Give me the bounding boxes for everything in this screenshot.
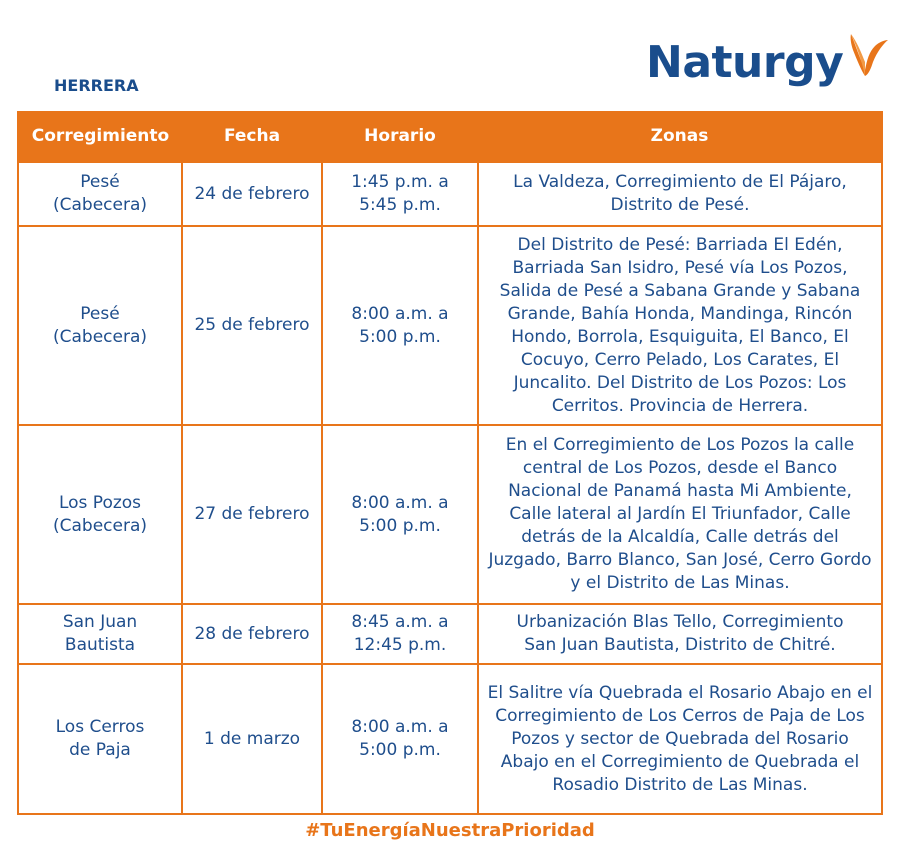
cell-fecha: 24 de febrero [182,162,322,226]
cell-text: Urbanización Blas Tello, Corregimiento San Juan Bautista, Distrito de Chitré. [516,612,844,655]
cell-fecha: 27 de febrero [182,425,322,604]
cell-corregimiento [18,162,182,226]
cell-horario [322,425,478,604]
cell-text: 1:45 p.m. a 5:45 p.m. [351,172,449,215]
cell-text: 8:00 a.m. a 5:00 p.m. [351,717,449,760]
column-header-corregimiento: Corregimiento [18,111,182,162]
cell-zonas [478,226,882,425]
cell-fecha: 28 de febrero [182,604,322,664]
cell-text: Los Pozos (Cabecera) [52,492,147,536]
cell-text: 8:00 a.m. a 5:00 p.m. [351,492,449,536]
cell-text: Pesé (Cabecera) [52,172,147,215]
cell-text: El Salitre vía Quebrada el Rosario Abajo en el Corregimiento de Los Cerros de Paja de Los Pozos y sector de Quebrada del Rosario Abajo en el Corregimiento de Quebrada el Rosadio Distrito de Las Minas. [487,682,873,795]
table-row [18,226,882,425]
table-row [18,664,882,814]
table-row [18,425,882,604]
cell-fecha: 1 de marzo [182,664,322,814]
table-row [18,604,882,664]
cell-corregimiento [18,226,182,425]
cell-horario [322,664,478,814]
campaign-hashtag: #TuEnergíaNuestraPrioridad [305,820,595,841]
table-row [18,162,882,226]
cell-text: Los Cerros de Paja [55,717,145,760]
region-title: HERRERA [54,76,139,95]
cell-text: En el Corregimiento de Los Pozos la calle central de Los Pozos, desde el Banco Nacional de Panamá hasta Mi Ambiente, Calle lateral al Jardín El Triunfador, Calle detrás de la Alcaldía, Calle detrás del Juzgado, Barro Blanco, San José, Cerro Gordo y el Distrito de Las Minas. [488,435,872,593]
cell-zonas [478,425,882,604]
naturgy-logo [646,28,889,98]
cell-horario [322,604,478,664]
cell-zonas [478,162,882,226]
cell-horario [322,226,478,425]
column-header-horario: Horario [322,111,478,162]
schedule-table [17,111,883,815]
cell-text: San Juan Bautista [62,612,138,655]
table-header-row [18,111,882,162]
cell-corregimiento [18,664,182,814]
column-header-fecha: Fecha [182,111,322,162]
cell-fecha: 25 de febrero [182,226,322,425]
cell-zonas [478,664,882,814]
column-header-zonas: Zonas [478,111,882,162]
cell-text: Del Distrito de Pesé: Barriada El Edén, Barriada San Isidro, Pesé vía Los Pozos, Salida de Pesé a Sabana Grande y Sabana Grande, Bahía Honda, Mandinga, Rincón Hondo, Borrola, Esquiguita, El Banco, El Cocuyo, Cerro Pelado, Los Carates, El Juncalito. Del Distrito de Los Pozos: Los Cerritos. Provincia de Herrera. [499,234,861,416]
cell-text: 8:00 a.m. a 5:00 p.m. [351,303,449,347]
cell-zonas [478,604,882,664]
cell-text: La Valdeza, Corregimiento de El Pájaro, Distrito de Pesé. [513,172,847,215]
cell-corregimiento [18,604,182,664]
cell-text: Pesé (Cabecera) [52,303,147,347]
butterfly-icon [845,30,889,78]
cell-text: 8:45 a.m. a 12:45 p.m. [351,612,449,655]
logo-wordmark: Naturgy [646,37,844,88]
cell-horario [322,162,478,226]
cell-corregimiento [18,425,182,604]
